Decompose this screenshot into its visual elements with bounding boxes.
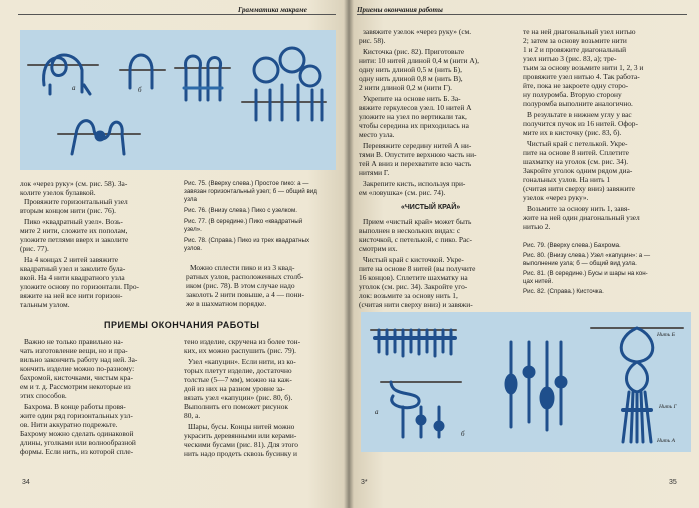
- text-line: Чистый край с кисточкой. Укре-: [363, 255, 464, 264]
- text-line: Закрепите кисть, используя при-: [363, 179, 466, 188]
- text-line: жите один ряд горизонтальных узл-: [20, 411, 133, 420]
- caption-line: Рис. 78. (Справа.) Пико из трех квадратных: [184, 237, 310, 244]
- text-line: шахматку на уголок (см. рис. 34).: [523, 157, 629, 166]
- text-line: йте, пока не закроете одну сторо-: [523, 81, 629, 90]
- text-line: Шары, бусы. Концы нитей можно: [188, 422, 295, 431]
- text-line: ем «ловушка» (см. рис. 74).: [359, 188, 446, 197]
- header-rule: [357, 14, 687, 15]
- caption-line: узел».: [184, 226, 202, 233]
- text-line: колите узелок булавкой.: [20, 188, 96, 197]
- text-line: смотрим их.: [359, 244, 398, 253]
- text-line: рис. 58).: [359, 36, 386, 45]
- text-line: (считая нити сверху вниз) завяжите: [523, 184, 635, 193]
- text-line: украсить деревянными или керами-: [184, 431, 297, 440]
- text-line: Пико «квадратный узел». Возь-: [24, 217, 123, 226]
- text-line: вкой. На 4 нити квадратного узла: [20, 273, 125, 282]
- text-line: узел нитью 3 (рис. 83, а); тре-: [523, 54, 617, 63]
- caption-line: Рис. 81. (В середине.) Бусы и шары на кон-: [523, 270, 648, 277]
- text-line: чтобы середина их приходилась на: [359, 121, 469, 130]
- text-line: 80, а.: [184, 411, 201, 420]
- footer-mark: 3*: [361, 479, 368, 486]
- text-line: провяжите узел нитью 4. Так работа-: [523, 72, 640, 81]
- text-line: вязать узел «капуцин» (рис. 80, б).: [184, 393, 293, 402]
- text-line: нити: 10 нитей длиной 0,4 м (нити А),: [359, 56, 479, 65]
- text-line: В результате в нижнем углу у вас: [527, 110, 632, 119]
- text-line: ну полуромба. Вторую сторону: [523, 90, 622, 99]
- text-line: ких, их можно распушить (рис. 79).: [184, 346, 297, 355]
- text-line: длины, уголками или волнообразной: [20, 438, 136, 447]
- fig-label-nit-g: Нить Г: [659, 404, 677, 410]
- text-line: Важно не только правильно на-: [24, 337, 124, 346]
- running-header: Приемы окончания работы: [357, 6, 443, 14]
- book-gutter: [344, 0, 354, 508]
- text-line: тено изделие, скручена из более тон-: [184, 337, 301, 346]
- text-line: дой из них на разном уровне за-: [184, 384, 285, 393]
- text-line: узелок «через руку».: [523, 193, 589, 202]
- text-line: ов. Нити аккуратно подрежьте.: [20, 420, 118, 429]
- caption-line: Рис. 80. (Внизу слева.) Узел «капуцин»: а —: [523, 252, 651, 259]
- figures-79-82: [361, 312, 691, 452]
- text-line: одну нить длиной 0,8 м (нить В),: [359, 74, 463, 83]
- page-number: 34: [22, 479, 30, 486]
- text-line: квадратный узел и заколите була-: [20, 264, 126, 273]
- caption-line: выполнение узла; б — общий вид узла.: [523, 260, 637, 267]
- text-line: Бахрома. В конце работы провя-: [24, 402, 126, 411]
- text-line: (рис. 77).: [20, 244, 49, 253]
- text-line: нитями Г.: [359, 168, 390, 177]
- caption-line: узла: [184, 196, 197, 203]
- text-line: тьим за основу возьмите нити 1, 2, 3 и: [523, 63, 644, 72]
- text-line: ратных узлов, расположенных столб-: [186, 272, 304, 281]
- figures-75-78: [20, 30, 336, 170]
- caption-line: цах нитей.: [523, 278, 554, 285]
- text-line: Выполнить его поможет рисунок: [184, 402, 288, 411]
- text-line: же в шахматном порядке.: [186, 299, 267, 308]
- text-line: вяжите геркулесов узел. 10 нитей А: [359, 103, 472, 112]
- fig-label-b: б: [138, 86, 142, 94]
- text-line: лок «через руку» (см. рис. 58). За-: [20, 179, 128, 188]
- text-line: Прием «чистый край» может быть: [363, 217, 472, 226]
- text-line: уложите петлями вверх и заколите: [20, 235, 129, 244]
- caption-line: Рис. 77. (В середине.) Пико «квадратный: [184, 218, 303, 225]
- text-line: Укрепите на основе нить Б. За-: [363, 94, 461, 103]
- text-line: тальным узлом.: [20, 300, 70, 309]
- caption-line: Рис. 82. (Справа.) Кисточка.: [523, 288, 604, 295]
- text-line: кончить изделие можно по-разному:: [20, 364, 135, 373]
- text-line: ческими бусами (рис. 81). Для этого: [184, 440, 298, 449]
- text-line: тей А вниз и перехватите всю часть: [359, 159, 472, 168]
- text-line: Узел «капуцин». Если нити, из ко-: [188, 357, 296, 366]
- text-line: иком (рис. 78). В этом случае надо: [186, 281, 295, 290]
- text-line: Кисточка (рис. 82). Приготовьте: [363, 47, 465, 56]
- text-line: 1 и 2 и провяжите диагональный: [523, 45, 627, 54]
- fig-label-a: а: [375, 408, 379, 416]
- fig-label-a: а: [72, 84, 76, 92]
- caption-line: узлов.: [184, 245, 202, 252]
- text-line: мите 2 нити, сложите их пополам,: [20, 226, 128, 235]
- text-line: Возьмите за основу нить 1, завя-: [527, 204, 630, 213]
- text-line: Провяжите горизонтальный узел: [24, 197, 128, 206]
- text-line: завяжите узелок «через руку» (см.: [363, 27, 472, 36]
- text-line: пите на основе 8 нитей. Сплетите: [523, 148, 629, 157]
- text-line: получится пучок из 16 нитей. Офор-: [523, 119, 638, 128]
- text-line: нитью 2.: [523, 222, 551, 231]
- running-header: Грамматика макраме: [238, 6, 307, 14]
- text-line: кисточкой, с петелькой, с пико. Рас-: [359, 235, 473, 244]
- picot-knots-illustration: [20, 30, 336, 170]
- text-line: Чистый край с петелькой. Укре-: [527, 139, 628, 148]
- text-line: 2; затем за основу возьмите нити: [523, 36, 627, 45]
- caption-line: Рис. 79. (Вверху слева.) Бахрома.: [523, 242, 621, 249]
- text-line: толстые (5—7 мм), можно на каж-: [184, 375, 292, 384]
- text-line: нить надо продеть сквозь бусинку и: [184, 449, 298, 458]
- text-line: уголок (см. рис. 34). Закройте уго-: [359, 282, 468, 291]
- text-line: тями В. Опустите верхнюю часть ни-: [359, 150, 477, 159]
- text-line: одну нить длиной 0,5 м (нить Б),: [359, 65, 462, 74]
- text-line: вяжите на ней все нити горизон-: [20, 291, 123, 300]
- fig-label-b: б: [461, 430, 465, 438]
- text-line: те на ней диагональный узел нитью: [523, 27, 636, 36]
- caption-line: Рис. 76. (Внизу слева.) Пико с узелком.: [184, 207, 297, 214]
- text-line: ем и т. д. Рассмотрим некоторые из: [20, 382, 131, 391]
- text-line: мите их в кисточку (рис. 83, б).: [523, 128, 622, 137]
- text-line: чать изготовление вещи, но и пра-: [20, 346, 128, 355]
- text-line: На 4 концах 2 нитей завяжите: [24, 255, 118, 264]
- text-line: вторым концом нити (рис. 76).: [20, 206, 116, 215]
- text-line: жите на ней один диагональный узел: [523, 213, 640, 222]
- text-line: выполнен в нескольких видах: с: [359, 226, 461, 235]
- fig-label-nit-b: Нить Б: [657, 332, 675, 338]
- header-rule: [18, 14, 336, 15]
- text-line: место узла.: [359, 130, 395, 139]
- caption-line: завязан горизонтальный узел; б — общий вид: [184, 188, 317, 195]
- text-line: 2 нити длиной 0,2 м (нити Г).: [359, 83, 452, 92]
- section-heading: ПРИЕМЫ ОКОНЧАНИЯ РАБОТЫ: [104, 320, 260, 330]
- caption-line: Рис. 75. (Вверху слева.) Простое пико: а —: [184, 180, 309, 187]
- text-line: (считая нити сверху вниз) и завяжи-: [359, 300, 473, 309]
- right-page: [349, 0, 699, 508]
- text-line: Перевяжите середину нитей А ни-: [363, 141, 472, 150]
- text-line: заколоть 2 нити повыше, а 4 — пони-: [186, 290, 304, 299]
- endings-illustration: [361, 312, 691, 452]
- text-line: 16 концов). Сплетите шахматку на: [359, 273, 468, 282]
- text-line: полуромба выполните аналогично.: [523, 99, 633, 108]
- text-line: Закройте уголок одним рядом диа-: [523, 166, 633, 175]
- text-line: вильно закончить работу над ней. За-: [20, 355, 138, 364]
- text-line: этих способов.: [20, 391, 67, 400]
- text-line: Бахрому можно сделать одинаковой: [20, 429, 134, 438]
- page-number: 35: [669, 479, 677, 486]
- text-line: бахромой, кисточками, чистым кра-: [20, 373, 133, 382]
- subheading: «ЧИСТЫЙ КРАЙ»: [401, 204, 461, 211]
- text-line: формы. Если нить, из которой спле-: [20, 447, 134, 456]
- text-line: гональных узлов. На нить 1: [523, 175, 611, 184]
- text-line: уложите основу по горизонтали. Про-: [20, 282, 139, 291]
- text-line: лок: возьмите за основу нить 1,: [359, 291, 458, 300]
- text-line: Можно сплести пико и из 3 квад-: [190, 263, 295, 272]
- text-line: уложите на узел по вертикали так,: [359, 112, 467, 121]
- left-page: [0, 0, 349, 508]
- fig-label-nit-a: Нить А: [657, 438, 675, 444]
- text-line: пите на основе 8 нитей (вы получите: [359, 264, 476, 273]
- text-line: торых плетут изделие, достаточно: [184, 366, 292, 375]
